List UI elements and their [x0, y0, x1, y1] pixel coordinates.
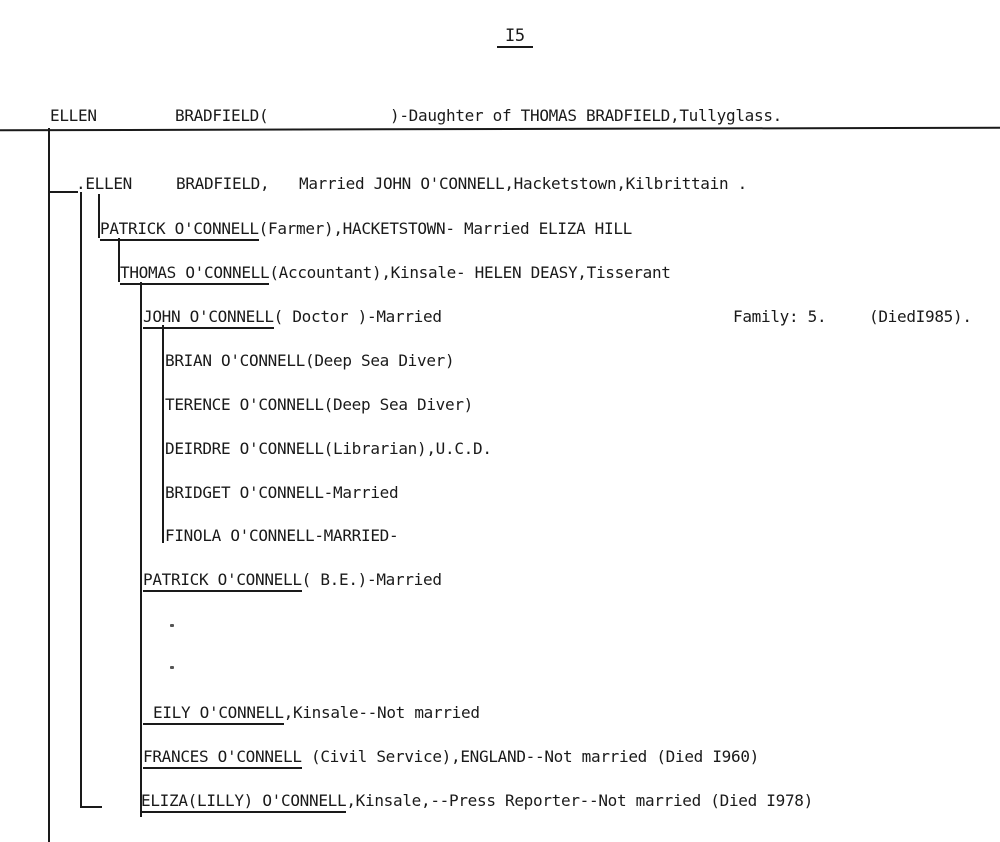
- frances-details: (Civil Service),ENGLAND--Not married (Died I960): [311, 747, 759, 766]
- bridget-entry: BRIDGET O'CONNELL-Married: [165, 483, 399, 502]
- john-descendants-line: [162, 325, 164, 543]
- john-entry: [143, 307, 442, 326]
- finola-entry: FINOLA O'CONNELL-MARRIED-: [165, 526, 399, 545]
- ellen-descendants-foot: [80, 806, 102, 808]
- john-details: ( Doctor )-Married: [273, 307, 442, 326]
- patrick-be-name: PATRICK O'CONNELL: [143, 570, 302, 592]
- deirdre-entry: DEIRDRE O'CONNELL(Librarian),U.C.D.: [165, 439, 492, 458]
- header-description: )-Daughter of THOMAS BRADFIELD,Tullyglass.: [390, 106, 782, 125]
- tree-trunk-line: [48, 128, 50, 842]
- terence-entry: TERENCE O'CONNELL(Deep Sea Diver): [165, 395, 473, 414]
- placeholder-mark: [170, 624, 174, 627]
- ellen-surname: BRADFIELD,: [176, 174, 270, 193]
- john-died: (DiedI985).: [869, 307, 972, 326]
- frances-entry: [143, 747, 759, 766]
- eily-entry: [143, 703, 480, 722]
- john-family: Family: 5.: [733, 307, 827, 326]
- ellen-descendants-line: [80, 192, 82, 807]
- john-name: JOHN O'CONNELL: [143, 307, 274, 329]
- patrick-farmer-details: (Farmer),HACKETSTOWN- Married ELIZA HILL: [258, 219, 632, 238]
- placeholder-mark: [170, 666, 174, 669]
- thomas-details: (Accountant),Kinsale- HELEN DEASY,Tisserant: [269, 263, 671, 282]
- thomas-name: THOMAS O'CONNELL: [120, 263, 269, 285]
- ellen-branch-line: [48, 191, 78, 193]
- patrick-farmer-entry: [100, 219, 632, 238]
- thomas-descendants-line: [140, 282, 142, 817]
- patrick-farmer-name: PATRICK O'CONNELL: [100, 219, 259, 241]
- patrick-be-entry: [143, 570, 442, 589]
- eily-details: ,Kinsale--Not married: [283, 703, 480, 722]
- frances-name: FRANCES O'CONNELL: [143, 747, 302, 769]
- patrick-be-details: ( B.E.)-Married: [301, 570, 442, 589]
- header-surname: BRADFIELD(: [175, 106, 269, 125]
- page-number: I5: [497, 26, 533, 48]
- eliza-entry: [141, 791, 813, 810]
- header-rule: [0, 127, 1000, 132]
- eily-name: EILY O'CONNELL: [143, 703, 284, 725]
- brian-entry: BRIAN O'CONNELL(Deep Sea Diver): [165, 351, 455, 370]
- eliza-details: ,Kinsale,--Press Reporter--Not married (Died I978): [346, 791, 813, 810]
- thomas-entry: [120, 263, 671, 282]
- ellen-details: Married JOHN O'CONNELL,Hacketstown,Kilbrittain .: [299, 174, 747, 193]
- ellen-first-name: .ELLEN: [76, 174, 132, 193]
- header-first-name: ELLEN: [50, 106, 97, 125]
- eliza-name: ELIZA(LILLY) O'CONNELL: [141, 791, 346, 813]
